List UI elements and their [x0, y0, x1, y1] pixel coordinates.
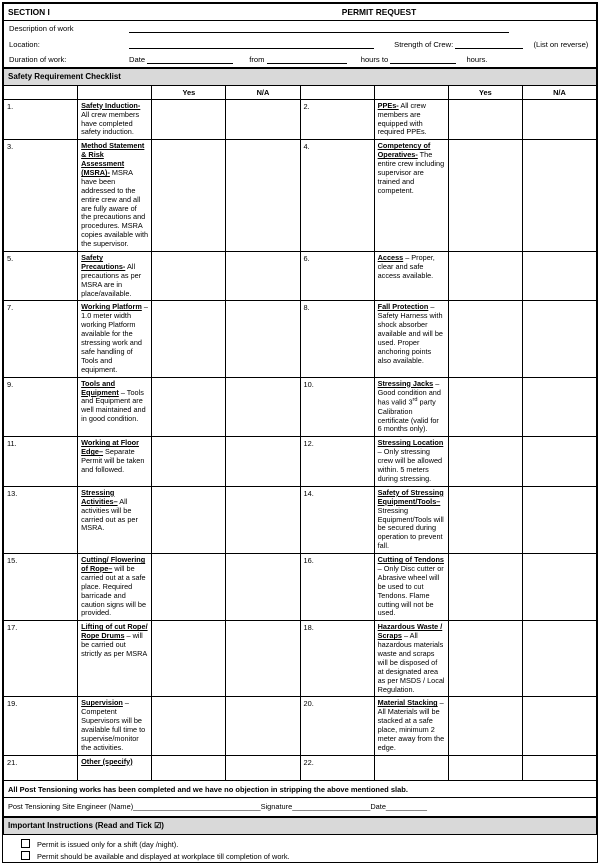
item-title: Safety Precautions- [81, 253, 126, 271]
item-number: 6. [300, 252, 374, 301]
item-number: 13. [4, 486, 78, 553]
yes-checkbox-cell[interactable] [448, 437, 522, 486]
item-text [374, 755, 448, 780]
na-checkbox-cell[interactable] [522, 554, 596, 621]
yes-checkbox-cell[interactable] [152, 301, 226, 377]
item-number: 9. [4, 377, 78, 437]
item-text: Access – Proper, clear and safe access available. [374, 252, 448, 301]
yes-checkbox-cell[interactable] [152, 140, 226, 252]
instruction-item-row [3, 838, 597, 850]
yes-checkbox-cell[interactable] [448, 554, 522, 621]
yes-checkbox-cell[interactable] [448, 99, 522, 140]
item-title: Stressing Jacks [377, 378, 434, 388]
na-checkbox-cell[interactable] [522, 697, 596, 755]
yes-checkbox-cell[interactable] [152, 621, 226, 697]
yes-checkbox-cell[interactable] [448, 755, 522, 780]
declaration-row [4, 781, 597, 798]
checklist-row [4, 554, 597, 621]
instruction-item-1[interactable] [3, 838, 597, 850]
checklist-row [4, 486, 597, 553]
location-label: Location: [9, 39, 40, 49]
checklist-row [4, 621, 597, 697]
na-checkbox-cell[interactable] [226, 377, 300, 437]
item-text: Fall Protection – Safety Harness with shock absorber available and will be used. Proper anchoring points also available. [374, 301, 448, 377]
yes-checkbox-cell[interactable] [152, 252, 226, 301]
form-fields-block [3, 21, 597, 68]
na-checkbox-cell[interactable] [226, 554, 300, 621]
item-text: Cutting of Tendons – Only Disc cutter or Abrasive wheel will be used to cut Tendons. Flame cutting will not be used. [374, 554, 448, 621]
item-text: Cutting/ Flowering of Rope– will be carried out at a safe place. Required barricade and caution signs will be provided. [78, 554, 152, 621]
item-title: Hazardous Waste / Scraps [377, 622, 443, 641]
duration-label: Duration of work: [9, 54, 67, 64]
col-item-right [374, 85, 448, 99]
item-title: Safety Induction- [81, 100, 141, 110]
na-checkbox-cell[interactable] [226, 437, 300, 486]
item-text: Material Stacking – All Materials will be stacked at a safe place, minimum 2 meter away from the edge. [374, 697, 448, 755]
na-checkbox-cell[interactable] [226, 486, 300, 553]
col-num-left [4, 85, 78, 99]
document-header-table [3, 3, 597, 21]
signature-row [4, 797, 597, 816]
item-number: 15. [4, 554, 78, 621]
na-checkbox-cell[interactable] [522, 252, 596, 301]
item-number: 19. [4, 697, 78, 755]
declaration-text: All Post Tensioning works has been completed and we have no objection in stripping the above mentioned slab. [4, 781, 597, 798]
checklist-row [4, 252, 597, 301]
yes-checkbox-cell[interactable] [448, 377, 522, 437]
col-item-left [78, 85, 152, 99]
section-label: SECTION I [4, 4, 163, 21]
item-text [78, 755, 152, 780]
duration-row [4, 52, 596, 67]
item-text: Tools and Equipment – Tools and Equipment are well maintained and in good condition. [78, 377, 152, 437]
from-label: from [249, 54, 265, 64]
checkbox-icon[interactable] [21, 851, 30, 860]
col-na-left: N/A [226, 85, 300, 99]
yes-checkbox-cell[interactable] [152, 486, 226, 553]
instruction-text-1: Permit is issued only for a shift (day /night). [37, 839, 179, 849]
description-row [4, 21, 596, 36]
na-checkbox-cell[interactable] [522, 621, 596, 697]
item-text: Stressing Activities– All activities will be carried out as per MSRA. [78, 486, 152, 553]
na-checkbox-cell[interactable] [226, 99, 300, 140]
item-title: Working Platform [81, 302, 142, 312]
strength-label: Strength of Crew: [394, 39, 454, 49]
na-checkbox-cell[interactable] [522, 486, 596, 553]
na-checkbox-cell[interactable] [522, 755, 596, 780]
checklist-row [4, 301, 597, 377]
item-number: 17. [4, 621, 78, 697]
yes-checkbox-cell[interactable] [448, 697, 522, 755]
item-number: 5. [4, 252, 78, 301]
item-text: Method Statement & Risk Assessment (MSRA)- MSRA have been addressed to the entire crew and all are fully aware of the precautions and procedures. MSRA copies available with the supervisor. [78, 140, 152, 252]
hours-label: hours. [466, 54, 488, 64]
item-text: Safety of Stressing Equipment/Tools– Stressing Equipment/Tools will be secured during operation to prevent fall. [374, 486, 448, 553]
item-number: 20. [300, 697, 374, 755]
ordinal-suffix: rd [412, 397, 418, 404]
checklist-row [4, 99, 597, 140]
signature-line[interactable]: Post Tensioning Site Engineer (Name)_______________________________Signature___________________Date__________ [4, 797, 597, 816]
form-fields-table [4, 21, 596, 67]
yes-checkbox-cell[interactable] [448, 301, 522, 377]
yes-checkbox-cell[interactable] [448, 621, 522, 697]
item-number: 8. [300, 301, 374, 377]
checklist-body [4, 99, 597, 780]
checklist-row [4, 437, 597, 486]
na-checkbox-cell[interactable] [522, 301, 596, 377]
na-checkbox-cell[interactable] [522, 377, 596, 437]
header-row [4, 4, 597, 21]
item-number: 1. [4, 99, 78, 140]
instruction-text-2: Permit should be available and displayed at workplace till completion of work. [37, 851, 290, 861]
checklist-row [4, 377, 597, 437]
item-text: Lifting of cut Rope/ Rope Drums – will be carried out strictly as per MSRA [78, 621, 152, 697]
declaration-table [3, 781, 597, 817]
checklist-column-header-row [4, 85, 597, 99]
yes-checkbox-cell[interactable] [152, 437, 226, 486]
item-number: 3. [4, 140, 78, 252]
duration-inputs-cell [124, 52, 596, 67]
checkbox-icon[interactable] [21, 839, 30, 848]
na-checkbox-cell[interactable] [226, 697, 300, 755]
location-row [4, 37, 596, 52]
date-label: Date [129, 54, 146, 64]
na-checkbox-cell[interactable] [522, 99, 596, 140]
item-number: 11. [4, 437, 78, 486]
col-yes-right: Yes [448, 85, 522, 99]
location-input-cell [124, 37, 596, 52]
item-number: 10. [300, 377, 374, 437]
item-title: Lifting of cut Rope/ Rope Drums [81, 622, 148, 641]
page-title: PERMIT REQUEST [162, 4, 597, 21]
na-checkbox-cell[interactable] [522, 437, 596, 486]
instruction-item-2[interactable] [3, 850, 597, 862]
instructions-list [3, 835, 597, 862]
na-checkbox-cell[interactable] [226, 621, 300, 697]
permit-request-document [2, 2, 598, 863]
checklist-title: Safety Requirement Checklist [4, 69, 597, 86]
yes-checkbox-cell[interactable] [152, 377, 226, 437]
instructions-items-table [3, 838, 597, 862]
checklist-row [4, 140, 597, 252]
item-title: Stressing Activities– [81, 487, 118, 506]
item-number: 4. [300, 140, 374, 252]
from-input[interactable] [267, 55, 347, 64]
description-input[interactable] [124, 21, 596, 36]
instructions-title-row [4, 817, 597, 834]
item-text: Supervision – Competent Supervisors will be available full time to supervise/monitor the activities. [78, 697, 152, 755]
item-number: 22. [300, 755, 374, 780]
item-title: Working at Floor Edge– [81, 438, 139, 457]
item-text: Stressing Location – Only stressing crew will be allowed within. 5 meters during stressing. [374, 437, 448, 486]
na-checkbox-cell[interactable] [522, 140, 596, 252]
item-title: Cutting of Tendons [377, 555, 444, 565]
checklist-title-row [4, 69, 597, 86]
item-title: Cutting/ Flowering of Rope– [81, 555, 146, 573]
item-title: Tools and Equipment [81, 378, 119, 397]
instructions-table [3, 817, 597, 835]
item-number: 21. [4, 755, 78, 780]
item-title: Competency of Operatives- [377, 141, 431, 160]
col-yes-left: Yes [152, 85, 226, 99]
item-text: Working Platform – 1.0 meter width working Platform available for the stressing work and safe handling of Tools and equipment. [78, 301, 152, 377]
item-title: PPEs- [377, 100, 399, 110]
col-num-right [300, 85, 374, 99]
yes-checkbox-cell[interactable] [448, 140, 522, 252]
item-text: Hazardous Waste / Scraps – All hazardous materials waste and scraps will be disposed of at designated area as per MSDS / Local Regulation. [374, 621, 448, 697]
item-title: Safety of Stressing Equipment/Tools– [377, 487, 444, 506]
strength-note: (List on reverse) [533, 39, 589, 49]
item-title: Method Statement & Risk Assessment (MSRA)- [81, 141, 145, 178]
yes-checkbox-cell[interactable] [152, 99, 226, 140]
yes-checkbox-cell[interactable] [448, 252, 522, 301]
item-text: Safety Induction- All crew members have completed safety induction. [78, 99, 152, 140]
item-title: Fall Protection [377, 302, 429, 312]
item-title: Stressing Location [377, 438, 444, 448]
na-checkbox-cell[interactable] [226, 140, 300, 252]
item-number: 14. [300, 486, 374, 553]
instructions-title: Important Instructions (Read and Tick ☑) [4, 817, 597, 834]
item-number: 18. [300, 621, 374, 697]
item-number: 7. [4, 301, 78, 377]
na-checkbox-cell[interactable] [226, 301, 300, 377]
item-title: Supervision [81, 698, 123, 708]
item-text: Safety Precautions- All precautions as per MSRA are in place/available. [78, 252, 152, 301]
item-title: Other (specify) [81, 756, 133, 766]
item-text: PPEs- All crew members are equipped with required PPEs. [374, 99, 448, 140]
date-input[interactable] [147, 55, 233, 64]
na-checkbox-cell[interactable] [226, 252, 300, 301]
item-number: 12. [300, 437, 374, 486]
na-checkbox-cell[interactable] [226, 755, 300, 780]
to-input[interactable] [390, 55, 456, 64]
checklist-row [4, 755, 597, 780]
instruction-item-row [3, 850, 597, 862]
item-number: 16. [300, 554, 374, 621]
hours-to-label: hours to [360, 54, 389, 64]
item-title: Material Stacking [377, 698, 438, 708]
item-number: 2. [300, 99, 374, 140]
item-text: Competency of Operatives- The entire crew including supervisor are trained and competent. [374, 140, 448, 252]
yes-checkbox-cell[interactable] [152, 697, 226, 755]
col-na-right: N/A [522, 85, 596, 99]
safety-checklist-table [3, 68, 597, 781]
strength-input[interactable] [455, 40, 523, 49]
location-input[interactable] [129, 40, 374, 49]
checklist-row [4, 697, 597, 755]
item-title: Access [377, 253, 404, 263]
yes-checkbox-cell[interactable] [152, 554, 226, 621]
yes-checkbox-cell[interactable] [152, 755, 226, 780]
yes-checkbox-cell[interactable] [448, 486, 522, 553]
item-text: Stressing Jacks – Good condition and has valid 3rd party Calibration certificate (valid for 6 months only). [374, 377, 448, 437]
description-label: Description of work [9, 24, 74, 34]
item-text: Working at Floor Edge– Separate Permit will be taken and followed. [78, 437, 152, 486]
